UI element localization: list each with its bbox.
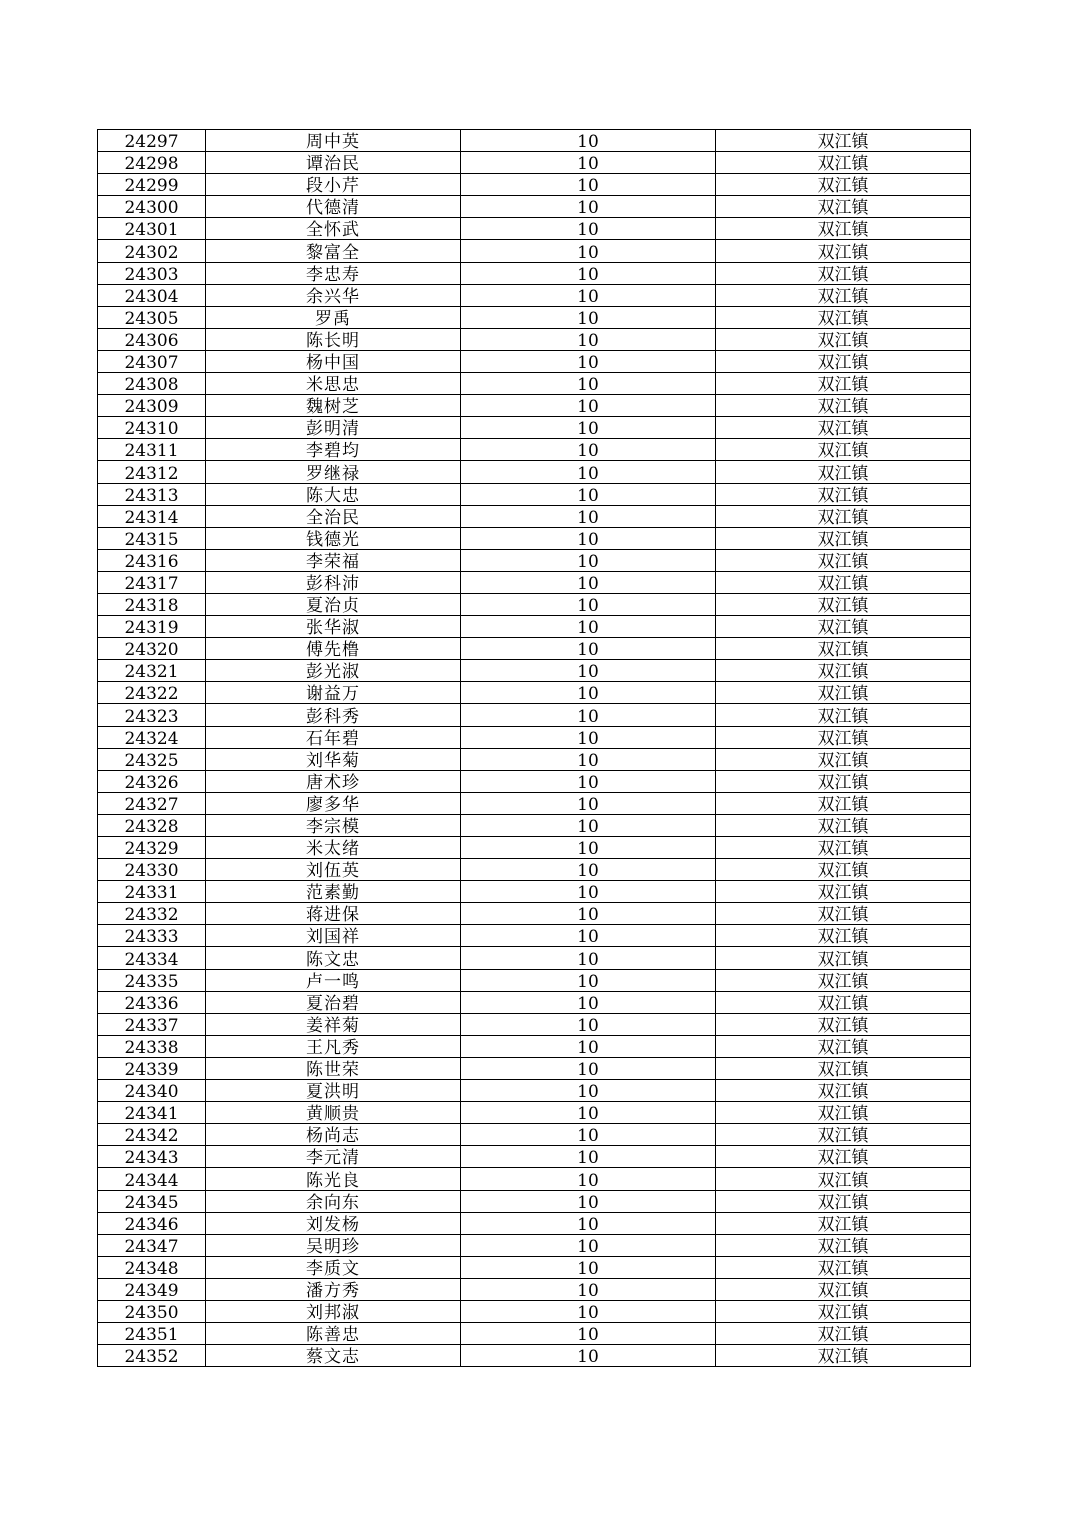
cell-id: 24306 [98,328,206,350]
table-row [98,505,971,527]
table-row [98,218,971,240]
table-row [98,350,971,372]
cell-name: 李质文 [206,1256,461,1278]
cell-amount: 10 [461,947,716,969]
table-row [98,1190,971,1212]
cell-id: 24301 [98,218,206,240]
cell-name: 黎富全 [206,240,461,262]
cell-town: 双江镇 [716,1124,971,1146]
cell-amount: 10 [461,373,716,395]
cell-town: 双江镇 [716,505,971,527]
cell-id: 24327 [98,792,206,814]
cell-town: 双江镇 [716,704,971,726]
cell-name: 刘发杨 [206,1212,461,1234]
cell-amount: 10 [461,792,716,814]
cell-town: 双江镇 [716,152,971,174]
cell-amount: 10 [461,726,716,748]
cell-id: 24335 [98,969,206,991]
table-row [98,682,971,704]
cell-amount: 10 [461,682,716,704]
cell-name: 石年碧 [206,726,461,748]
table-row [98,1080,971,1102]
cell-id: 24352 [98,1345,206,1367]
cell-name: 杨中国 [206,350,461,372]
cell-name: 陈文忠 [206,947,461,969]
cell-name: 钱德光 [206,527,461,549]
table-row [98,925,971,947]
cell-amount: 10 [461,218,716,240]
cell-name: 姜祥菊 [206,1013,461,1035]
cell-name: 张华淑 [206,616,461,638]
cell-amount: 10 [461,1300,716,1322]
cell-id: 24346 [98,1212,206,1234]
cell-town: 双江镇 [716,638,971,660]
cell-id: 24326 [98,770,206,792]
table-row [98,969,971,991]
table-row [98,903,971,925]
cell-amount: 10 [461,130,716,152]
cell-id: 24337 [98,1013,206,1035]
cell-amount: 10 [461,350,716,372]
cell-id: 24325 [98,748,206,770]
table-row [98,1102,971,1124]
table-row [98,1300,971,1322]
cell-amount: 10 [461,1146,716,1168]
table-row [98,461,971,483]
cell-amount: 10 [461,1102,716,1124]
cell-name: 唐术珍 [206,770,461,792]
table-row [98,859,971,881]
cell-amount: 10 [461,262,716,284]
cell-amount: 10 [461,240,716,262]
cell-id: 24311 [98,439,206,461]
cell-town: 双江镇 [716,1102,971,1124]
cell-id: 24313 [98,483,206,505]
cell-amount: 10 [461,483,716,505]
cell-id: 24338 [98,1035,206,1057]
cell-amount: 10 [461,571,716,593]
cell-id: 24305 [98,306,206,328]
cell-amount: 10 [461,638,716,660]
cell-town: 双江镇 [716,660,971,682]
cell-town: 双江镇 [716,240,971,262]
cell-amount: 10 [461,991,716,1013]
cell-town: 双江镇 [716,483,971,505]
cell-amount: 10 [461,1345,716,1367]
cell-town: 双江镇 [716,262,971,284]
cell-name: 魏树芝 [206,395,461,417]
cell-name: 范素勤 [206,881,461,903]
table-row [98,527,971,549]
table-row [98,196,971,218]
cell-name: 傅先橹 [206,638,461,660]
cell-town: 双江镇 [716,284,971,306]
cell-amount: 10 [461,859,716,881]
table-row [98,1035,971,1057]
cell-id: 24336 [98,991,206,1013]
cell-id: 24350 [98,1300,206,1322]
cell-id: 24351 [98,1323,206,1345]
cell-name: 李宗模 [206,814,461,836]
cell-id: 24334 [98,947,206,969]
cell-town: 双江镇 [716,1035,971,1057]
cell-name: 黄顺贵 [206,1102,461,1124]
cell-town: 双江镇 [716,859,971,881]
cell-amount: 10 [461,969,716,991]
table-row [98,373,971,395]
cell-name: 谢益万 [206,682,461,704]
cell-amount: 10 [461,328,716,350]
cell-amount: 10 [461,660,716,682]
cell-town: 双江镇 [716,549,971,571]
table-row [98,284,971,306]
cell-name: 李元清 [206,1146,461,1168]
cell-amount: 10 [461,770,716,792]
cell-id: 24345 [98,1190,206,1212]
cell-town: 双江镇 [716,925,971,947]
table-row [98,417,971,439]
cell-id: 24344 [98,1168,206,1190]
cell-id: 24312 [98,461,206,483]
cell-name: 全治民 [206,505,461,527]
cell-town: 双江镇 [716,903,971,925]
cell-town: 双江镇 [716,571,971,593]
table-row [98,549,971,571]
cell-id: 24332 [98,903,206,925]
cell-amount: 10 [461,461,716,483]
cell-name: 杨尚志 [206,1124,461,1146]
cell-town: 双江镇 [716,439,971,461]
cell-amount: 10 [461,196,716,218]
cell-name: 陈大忠 [206,483,461,505]
cell-amount: 10 [461,1323,716,1345]
table-row [98,616,971,638]
table-row [98,947,971,969]
cell-amount: 10 [461,1057,716,1079]
cell-town: 双江镇 [716,461,971,483]
cell-name: 米思忠 [206,373,461,395]
table-row [98,152,971,174]
cell-amount: 10 [461,616,716,638]
cell-name: 李荣福 [206,549,461,571]
cell-town: 双江镇 [716,837,971,859]
cell-town: 双江镇 [716,726,971,748]
cell-name: 周中英 [206,130,461,152]
cell-name: 陈善忠 [206,1323,461,1345]
cell-name: 全怀武 [206,218,461,240]
cell-id: 24342 [98,1124,206,1146]
cell-amount: 10 [461,527,716,549]
cell-amount: 10 [461,1013,716,1035]
cell-amount: 10 [461,1168,716,1190]
cell-name: 余兴华 [206,284,461,306]
cell-amount: 10 [461,1190,716,1212]
table-row [98,837,971,859]
cell-name: 刘伍英 [206,859,461,881]
cell-id: 24348 [98,1256,206,1278]
cell-id: 24322 [98,682,206,704]
cell-amount: 10 [461,549,716,571]
cell-amount: 10 [461,152,716,174]
table-row [98,1345,971,1367]
cell-amount: 10 [461,903,716,925]
table-row [98,1256,971,1278]
cell-amount: 10 [461,593,716,615]
table-row [98,1234,971,1256]
cell-id: 24318 [98,593,206,615]
cell-town: 双江镇 [716,218,971,240]
table-row [98,660,971,682]
cell-id: 24297 [98,130,206,152]
cell-amount: 10 [461,284,716,306]
table-row [98,395,971,417]
cell-id: 24302 [98,240,206,262]
table-row [98,1013,971,1035]
cell-id: 24300 [98,196,206,218]
cell-town: 双江镇 [716,1080,971,1102]
table-row [98,328,971,350]
cell-name: 陈世荣 [206,1057,461,1079]
cell-name: 罗继禄 [206,461,461,483]
cell-name: 刘邦淑 [206,1300,461,1322]
cell-name: 李碧均 [206,439,461,461]
cell-amount: 10 [461,704,716,726]
cell-name: 吴明珍 [206,1234,461,1256]
cell-amount: 10 [461,1035,716,1057]
table-row [98,991,971,1013]
cell-town: 双江镇 [716,373,971,395]
cell-town: 双江镇 [716,196,971,218]
cell-id: 24315 [98,527,206,549]
cell-amount: 10 [461,1080,716,1102]
cell-amount: 10 [461,1124,716,1146]
cell-amount: 10 [461,881,716,903]
cell-amount: 10 [461,925,716,947]
cell-town: 双江镇 [716,1190,971,1212]
cell-id: 24347 [98,1234,206,1256]
table-body [98,130,971,1367]
cell-name: 王凡秀 [206,1035,461,1057]
cell-name: 谭治民 [206,152,461,174]
cell-id: 24319 [98,616,206,638]
cell-town: 双江镇 [716,1278,971,1300]
cell-town: 双江镇 [716,1168,971,1190]
cell-town: 双江镇 [716,1300,971,1322]
table-row [98,306,971,328]
cell-id: 24304 [98,284,206,306]
cell-town: 双江镇 [716,593,971,615]
cell-town: 双江镇 [716,881,971,903]
table-row [98,439,971,461]
cell-town: 双江镇 [716,1234,971,1256]
cell-name: 罗禹 [206,306,461,328]
cell-town: 双江镇 [716,616,971,638]
cell-id: 24323 [98,704,206,726]
cell-id: 24328 [98,814,206,836]
cell-amount: 10 [461,505,716,527]
cell-id: 24331 [98,881,206,903]
cell-name: 夏治碧 [206,991,461,1013]
cell-town: 双江镇 [716,748,971,770]
table-row [98,1323,971,1345]
table-row [98,130,971,152]
table-row [98,571,971,593]
table-row [98,483,971,505]
table-row [98,1146,971,1168]
cell-name: 蔡文志 [206,1345,461,1367]
table-row [98,1057,971,1079]
cell-amount: 10 [461,814,716,836]
table-row [98,1168,971,1190]
cell-id: 24340 [98,1080,206,1102]
cell-id: 24309 [98,395,206,417]
cell-name: 余向东 [206,1190,461,1212]
cell-id: 24324 [98,726,206,748]
cell-amount: 10 [461,417,716,439]
cell-name: 李忠寿 [206,262,461,284]
cell-name: 刘华菊 [206,748,461,770]
cell-name: 蒋进保 [206,903,461,925]
cell-name: 彭光淑 [206,660,461,682]
cell-id: 24333 [98,925,206,947]
table-row [98,792,971,814]
cell-amount: 10 [461,837,716,859]
cell-name: 卢一鸣 [206,969,461,991]
cell-town: 双江镇 [716,1057,971,1079]
cell-id: 24310 [98,417,206,439]
table-row [98,704,971,726]
cell-id: 24308 [98,373,206,395]
table-row [98,770,971,792]
cell-id: 24339 [98,1057,206,1079]
table-row [98,1124,971,1146]
cell-town: 双江镇 [716,682,971,704]
data-table [97,129,971,1367]
cell-id: 24307 [98,350,206,372]
cell-town: 双江镇 [716,306,971,328]
cell-id: 24329 [98,837,206,859]
cell-id: 24343 [98,1146,206,1168]
cell-id: 24298 [98,152,206,174]
cell-name: 段小芹 [206,174,461,196]
cell-town: 双江镇 [716,1146,971,1168]
cell-amount: 10 [461,174,716,196]
cell-town: 双江镇 [716,527,971,549]
cell-town: 双江镇 [716,792,971,814]
table-row [98,638,971,660]
cell-town: 双江镇 [716,814,971,836]
cell-amount: 10 [461,306,716,328]
cell-town: 双江镇 [716,130,971,152]
cell-town: 双江镇 [716,991,971,1013]
cell-id: 24299 [98,174,206,196]
cell-amount: 10 [461,1278,716,1300]
cell-town: 双江镇 [716,328,971,350]
cell-name: 彭科沛 [206,571,461,593]
cell-amount: 10 [461,748,716,770]
cell-town: 双江镇 [716,1345,971,1367]
cell-town: 双江镇 [716,969,971,991]
cell-id: 24317 [98,571,206,593]
cell-town: 双江镇 [716,417,971,439]
table-row [98,240,971,262]
table-row [98,593,971,615]
cell-name: 陈光良 [206,1168,461,1190]
cell-amount: 10 [461,395,716,417]
table-row [98,814,971,836]
cell-id: 24303 [98,262,206,284]
table-row [98,726,971,748]
cell-name: 代德清 [206,196,461,218]
cell-id: 24330 [98,859,206,881]
cell-amount: 10 [461,439,716,461]
table-row [98,1278,971,1300]
cell-town: 双江镇 [716,174,971,196]
cell-name: 廖多华 [206,792,461,814]
cell-name: 彭科秀 [206,704,461,726]
cell-town: 双江镇 [716,1256,971,1278]
cell-name: 刘国祥 [206,925,461,947]
cell-town: 双江镇 [716,947,971,969]
table-row [98,1212,971,1234]
cell-id: 24320 [98,638,206,660]
cell-name: 夏治贞 [206,593,461,615]
cell-town: 双江镇 [716,770,971,792]
table-row [98,748,971,770]
cell-id: 24314 [98,505,206,527]
cell-name: 米太绪 [206,837,461,859]
cell-amount: 10 [461,1234,716,1256]
cell-town: 双江镇 [716,395,971,417]
cell-id: 24321 [98,660,206,682]
cell-amount: 10 [461,1212,716,1234]
cell-amount: 10 [461,1256,716,1278]
cell-id: 24316 [98,549,206,571]
table-row [98,881,971,903]
table-row [98,174,971,196]
cell-id: 24341 [98,1102,206,1124]
cell-name: 夏洪明 [206,1080,461,1102]
table-row [98,262,971,284]
cell-town: 双江镇 [716,1212,971,1234]
cell-town: 双江镇 [716,1013,971,1035]
cell-name: 彭明清 [206,417,461,439]
cell-id: 24349 [98,1278,206,1300]
cell-town: 双江镇 [716,1323,971,1345]
cell-name: 潘方秀 [206,1278,461,1300]
cell-town: 双江镇 [716,350,971,372]
cell-name: 陈长明 [206,328,461,350]
